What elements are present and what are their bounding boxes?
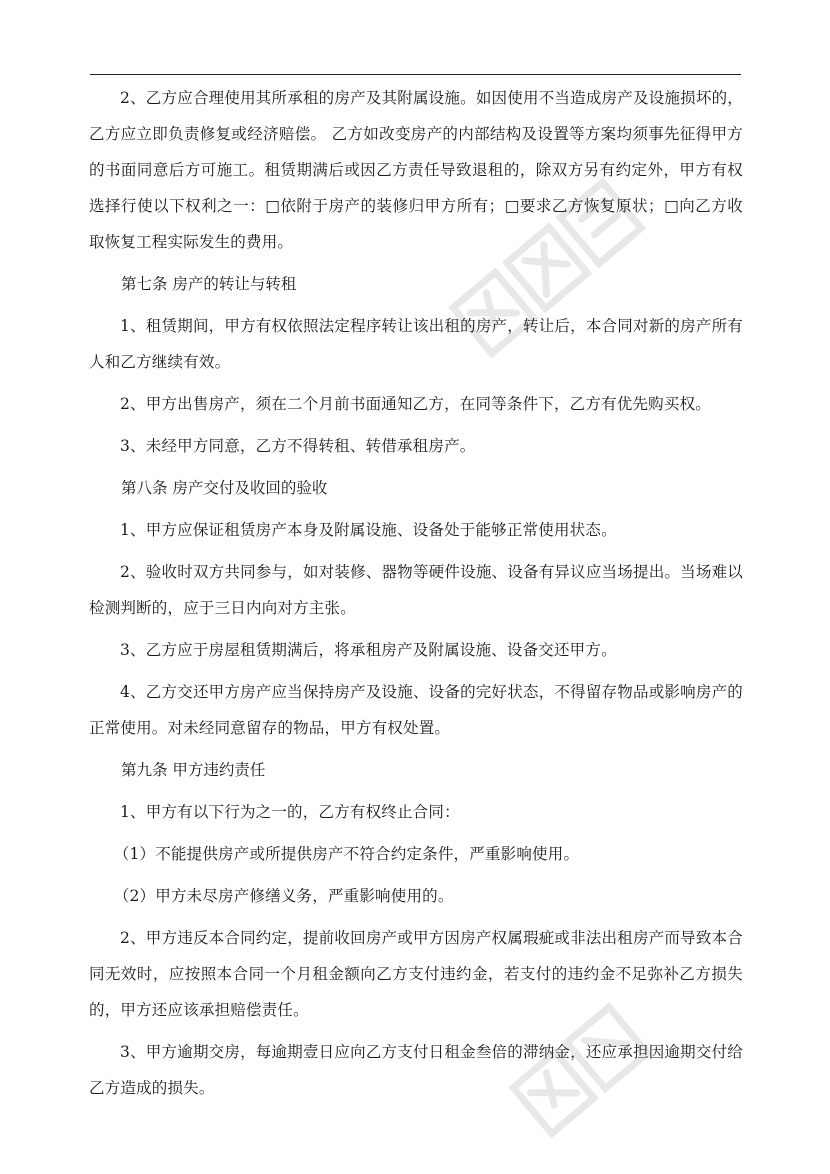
paragraph: 2、甲方违反本合同约定，提前收回房产或甲方因房产权属瑕疵或非法出租房产而导致本合同无效时，应按照本合同一个月租金额向乙方支付违约金，若支付的违约金不足弥补乙方损失的，甲方还应该承担赔偿责任。 (89, 929, 743, 1019)
header-rule (90, 74, 741, 75)
paragraph: 2、验收时双方共同参与，如对装修、器物等硬件设施、设备有异议应当场提出。当场难以检测判断的，应于三日内向对方主张。 (89, 563, 743, 617)
paragraph: 3、未经甲方同意，乙方不得转租、转借承租房产。 (120, 437, 476, 455)
section-heading: 第九条 甲方违约责任 (121, 761, 266, 779)
paragraph: 1、甲方有以下行为之一的，乙方有权终止合同： (120, 803, 460, 821)
section-heading: 第七条 房产的转让与转租 (121, 275, 297, 293)
paragraph: 2、甲方出售房产，须在二个月前书面通知乙方，在同等条件下，乙方有优先购买权。 (120, 395, 711, 413)
paragraph: 1、租赁期间，甲方有权依照法定程序转让该出租的房产，转让后，本合同对新的房产所有人和乙方继续有效。 (89, 317, 743, 371)
paragraph: 4、乙方交还甲方房产应当保持房产及设施、设备的完好状态，不得留存物品或影响房产的正常使用。对未经同意留存的物品，甲方有权处置。 (89, 683, 743, 737)
list-item: （1）不能提供房产或所提供房产不符合约定条件，严重影响使用。 (113, 845, 580, 863)
document-body (89, 80, 743, 1112)
paragraph: 3、甲方逾期交房，每逾期壹日应向乙方支付日租金叁倍的滞纳金，还应承担因逾期交付给乙方造成的损失。 (89, 1043, 743, 1097)
section-heading: 第八条 房产交付及收回的验收 (121, 479, 328, 497)
paragraph: 3、乙方应于房屋租赁期满后，将承租房产及附属设施、设备交还甲方。 (120, 641, 617, 659)
paragraph: 1、甲方应保证租赁房产本身及附属设施、设备处于能够正常使用状态。 (120, 521, 617, 539)
paragraph: 2、乙方应合理使用其所承租的房产及其附属设施。如因使用不当造成房产及设施损坏的，乙方应立即负责修复或经济赔偿。 乙方如改变房产的内部结构及设置等方案均须事先征得甲方的书面同意后方可施工。租赁期满后或因乙方责任导致退租的，除双方另有约定外，甲方有权选择行使以下权利之一：□依附于房产的装修归甲方所有；□要求乙方恢复原状；□向乙方收取恢复工程实际发生的费用。 (89, 89, 743, 251)
list-item: （2）甲方未尽房产修缮义务，严重影响使用的。 (113, 887, 454, 905)
